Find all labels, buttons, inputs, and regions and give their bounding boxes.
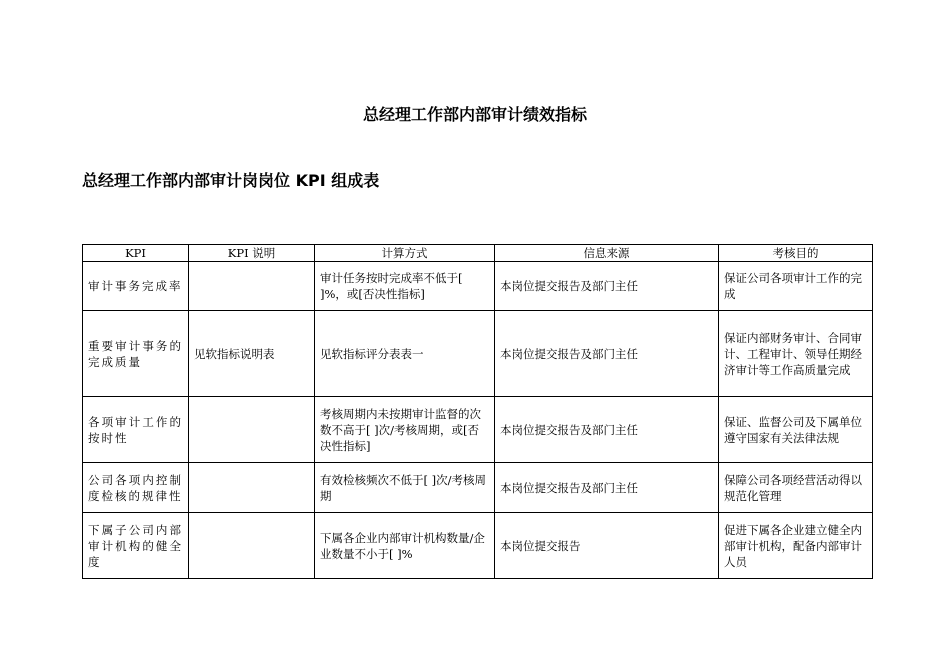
table-row: [83, 513, 873, 579]
column-header-calculation: 计算方式: [315, 245, 495, 262]
kpi-name-cell: 公司各项内控制度检核的规律性: [83, 463, 189, 513]
kpi-description-cell: [189, 262, 315, 311]
assessment-purpose-cell: 保证、监督公司及下属单位遵守国家有关法律法规: [719, 397, 873, 463]
kpi-description-cell: [189, 513, 315, 579]
column-header-info-source: 信息来源: [495, 245, 719, 262]
assessment-purpose-cell: 促进下属各企业建立健全内部审计机构，配备内部审计人员: [719, 513, 873, 579]
table-header-row: [83, 245, 873, 262]
calculation-cell: 考核周期内未按期审计监督的次数不高于[ ]次/考核周期，或[否决性指标]: [315, 397, 495, 463]
info-source-cell: 本岗位提交报告及部门主任: [495, 463, 719, 513]
section-title: 总经理工作部内部审计岗岗位 KPI 组成表: [82, 171, 380, 190]
kpi-name-cell: 各项审计工作的按时性: [83, 397, 189, 463]
table-row: [83, 397, 873, 463]
kpi-name-cell: 审计事务完成率: [83, 262, 189, 311]
kpi-description-cell: 见软指标说明表: [189, 311, 315, 397]
kpi-name-cell: 重要审计事务的完成质量: [83, 311, 189, 397]
table-row: [83, 311, 873, 397]
table-row: [83, 463, 873, 513]
assessment-purpose-cell: 保障公司各项经营活动得以规范化管理: [719, 463, 873, 513]
assessment-purpose-cell: 保证内部财务审计、合同审计、工程审计、领导任期经济审计等工作高质量完成: [719, 311, 873, 397]
calculation-cell: 审计任务按时完成率不低于[ ]%，或[否决性指标]: [315, 262, 495, 311]
calculation-cell: 有效检核频次不低于[ ]次/考核周期: [315, 463, 495, 513]
column-header-assessment-purpose: 考核目的: [719, 245, 873, 262]
column-header-kpi-description: KPI 说明: [189, 245, 315, 262]
kpi-table: [82, 244, 873, 579]
table-row: [83, 262, 873, 311]
assessment-purpose-cell: 保证公司各项审计工作的完成: [719, 262, 873, 311]
kpi-name-cell: 下属子公司内部审计机构的健全度: [83, 513, 189, 579]
kpi-description-cell: [189, 463, 315, 513]
calculation-cell: 见软指标评分表表一: [315, 311, 495, 397]
kpi-description-cell: [189, 397, 315, 463]
info-source-cell: 本岗位提交报告及部门主任: [495, 311, 719, 397]
document-title: 总经理工作部内部审计绩效指标: [362, 105, 587, 124]
info-source-cell: 本岗位提交报告: [495, 513, 719, 579]
column-header-kpi: KPI: [83, 245, 189, 262]
calculation-cell: 下属各企业内部审计机构数量/企业数量不小于[ ]%: [315, 513, 495, 579]
info-source-cell: 本岗位提交报告及部门主任: [495, 397, 719, 463]
info-source-cell: 本岗位提交报告及部门主任: [495, 262, 719, 311]
